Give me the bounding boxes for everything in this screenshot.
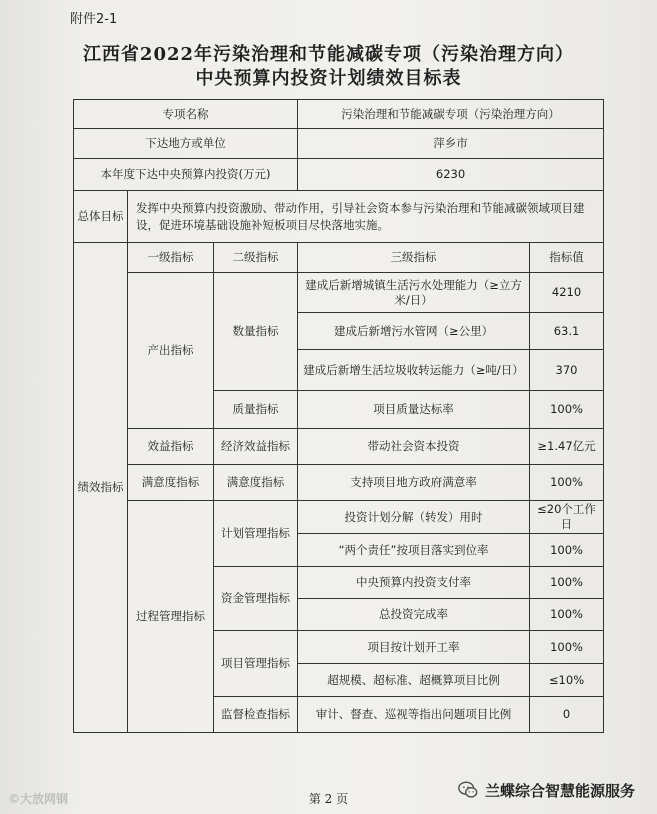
project-name-value: 污染治理和节能减碳专项（污染治理方向）: [298, 100, 604, 129]
region-label: 下达地方或单位: [74, 129, 298, 159]
indicator-value: 100%: [530, 391, 604, 429]
indicator-value: 100%: [530, 465, 604, 501]
document-title-line1: 江西省2022年污染治理和节能减碳专项（污染治理方向）: [82, 44, 575, 65]
indicator-name: 建成后新增城镇生活污水处理能力（≥立方米/日）: [298, 273, 530, 313]
satisfaction-indicator-label: 满意度指标: [128, 465, 214, 501]
indicator-value: 63.1: [530, 313, 604, 350]
header-value: 指标值: [530, 243, 604, 273]
indicators-section-label: 绩效指标: [74, 243, 128, 733]
header-level2: 二级指标: [214, 243, 298, 273]
economic-benefit-label: 经济效益指标: [214, 429, 298, 465]
indicator-value: ≥1.47亿元: [530, 429, 604, 465]
indicator-name: 审计、督查、巡视等指出问题项目比例: [298, 697, 530, 733]
wechat-icon: [457, 779, 479, 801]
indicator-name: 建成后新增生活垃圾收转运能力（≥吨/日）: [298, 350, 530, 391]
wechat-account: [457, 779, 635, 801]
project-name-label: 专项名称: [74, 100, 298, 129]
investment-value: 6230: [298, 159, 604, 191]
supervision-indicator-label: 监督检查指标: [214, 697, 298, 733]
indicator-value: 100%: [530, 631, 604, 664]
indicator-name: 项目按计划开工率: [298, 631, 530, 664]
investment-label: 本年度下达中央预算内投资(万元): [74, 159, 298, 191]
output-indicator-label: 产出指标: [128, 273, 214, 429]
indicator-name: “两个责任”按项目落实到位率: [298, 534, 530, 567]
indicator-value: 370: [530, 350, 604, 391]
indicator-name: 项目质量达标率: [298, 391, 530, 429]
attachment-label: 附件2-1: [70, 12, 118, 27]
indicator-value: 100%: [530, 599, 604, 631]
indicator-value: ≤10%: [530, 664, 604, 697]
indicator-value: ≤20个工作日: [530, 501, 604, 534]
indicator-name: 中央预算内投资支付率: [298, 567, 530, 599]
page-number: 第 2 页: [308, 792, 349, 806]
indicator-value: 100%: [530, 567, 604, 599]
indicator-name: 总投资完成率: [298, 599, 530, 631]
plan-management-label: 计划管理指标: [214, 501, 298, 567]
indicator-name: 投资计划分解（转发）用时: [298, 501, 530, 534]
region-value: 萍乡市: [298, 129, 604, 159]
header-level3: 三级指标: [298, 243, 530, 273]
overall-goal-text: 发挥中央预算内投资激励、带动作用，引导社会资本参与污染治理和节能减碳领域项目建设，促进环境基础设施补短板项目尽快落地实施。: [128, 191, 604, 243]
project-management-label: 项目管理指标: [214, 631, 298, 697]
satisfaction-sub-label: 满意度指标: [214, 465, 298, 501]
watermark: ©大放网钢: [8, 792, 69, 806]
process-indicator-label: 过程管理指标: [128, 501, 214, 733]
indicator-value: 0: [530, 697, 604, 733]
indicator-name: 带动社会资本投资: [298, 429, 530, 465]
header-level1: 一级指标: [128, 243, 214, 273]
indicator-name: 超规模、超标准、超概算项目比例: [298, 664, 530, 697]
document-title-line2: 中央预算内投资计划绩效目标表: [195, 68, 462, 89]
fund-management-label: 资金管理指标: [214, 567, 298, 631]
wechat-account-name: 兰蝶综合智慧能源服务: [484, 781, 635, 800]
indicator-name: 支持项目地方政府满意率: [298, 465, 530, 501]
indicator-value: 100%: [530, 534, 604, 567]
overall-goal-label: 总体目标: [74, 191, 128, 243]
quantity-indicator-label: 数量指标: [214, 273, 298, 391]
indicator-value: 4210: [530, 273, 604, 313]
performance-target-table: [73, 99, 604, 733]
benefit-indicator-label: 效益指标: [128, 429, 214, 465]
indicator-name: 建成后新增污水管网（≥公里）: [298, 313, 530, 350]
quality-indicator-label: 质量指标: [214, 391, 298, 429]
